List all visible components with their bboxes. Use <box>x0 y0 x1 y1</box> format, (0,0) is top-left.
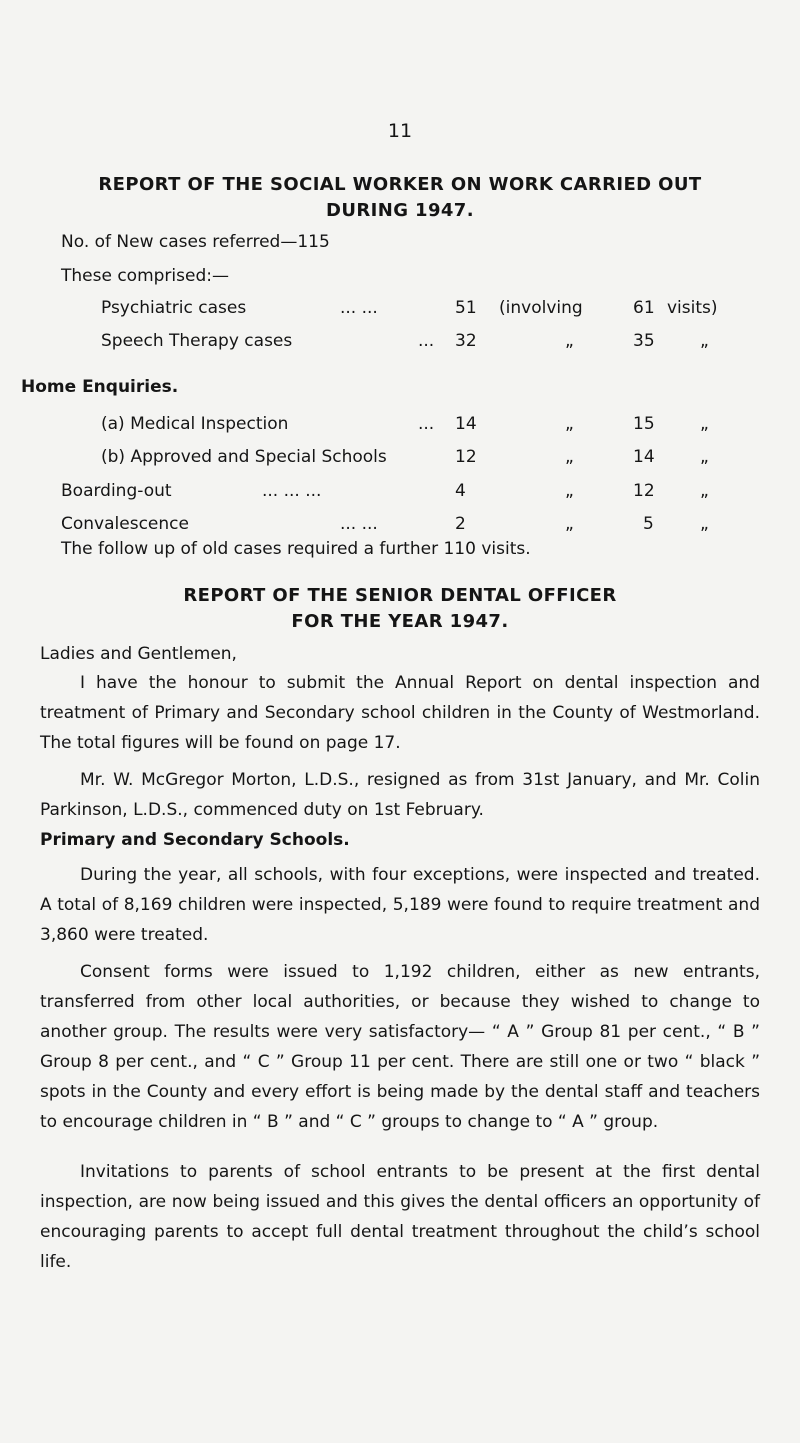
follow-up-line: The follow up of old cases required a further 110 visits. <box>61 539 531 559</box>
row-marker: (involving <box>499 298 583 318</box>
row-visits: 5 <box>643 514 654 534</box>
paragraph: Consent forms were issued to 1,192 children, either as new entrants, transferred from other local authorities, or because they wished to change to another group. The results were very satisfactory— “ A ” Group 81 per cent., “ B ” Group 8 per cent., and “ C ” Group 11 per cent. There are still one or two “ black ” spots in the County and every effort is being made by the dental staff and teachers to encourage children in “ B ” and “ C ” groups to change to “ A ” group. <box>40 962 760 1132</box>
row-tail: „ <box>700 414 709 434</box>
row-leader: ... <box>418 414 435 434</box>
row-visits: 35 <box>633 331 655 351</box>
new-cases-line: No. of New cases referred—115 <box>61 232 330 252</box>
table-row <box>0 414 800 436</box>
dental-heading-line2: FOR THE YEAR 1947. <box>291 611 509 632</box>
row-cases: 51 <box>455 298 477 318</box>
table-row <box>0 481 800 503</box>
row-label: Convalescence <box>61 514 189 534</box>
home-enquiries-heading: Home Enquiries. <box>21 377 179 397</box>
row-cases: 2 <box>455 514 466 534</box>
row-label: Boarding-out <box>61 481 172 501</box>
table-row <box>0 447 800 469</box>
row-label: Psychiatric cases <box>101 298 247 318</box>
paragraph: I have the honour to submit the Annual Report on dental inspection and treatment of Primary and Secondary school children in the County of Westmorland. The total figures will be found on page 17. <box>40 673 760 753</box>
social-worker-heading-line1: REPORT OF THE SOCIAL WORKER ON WORK CARRIED OUT <box>98 174 702 195</box>
row-leader: ... <box>418 331 435 351</box>
row-marker: „ <box>565 514 574 534</box>
row-tail: „ <box>700 331 709 351</box>
row-marker: „ <box>565 414 574 434</box>
row-leader: ... ... <box>340 298 378 318</box>
comprised-line: These comprised:— <box>61 266 229 286</box>
row-tail: „ <box>700 481 709 501</box>
table-row <box>0 298 800 320</box>
row-cases: 14 <box>455 414 477 434</box>
row-marker: „ <box>565 331 574 351</box>
row-visits: 12 <box>633 481 655 501</box>
row-tail: „ <box>700 447 709 467</box>
table-row <box>0 514 800 536</box>
row-marker: „ <box>565 481 574 501</box>
row-tail: „ <box>700 514 709 534</box>
paragraph: Mr. W. McGregor Morton, L.D.S., resigned as from 31st January, and Mr. Colin Parkinson, L.D.S., commenced duty on 1st February. <box>40 770 760 820</box>
row-label: (a) Medical Inspection <box>101 414 289 434</box>
page-number: 11 <box>387 120 413 142</box>
social-worker-heading-line2: DURING 1947. <box>326 200 474 221</box>
table-row <box>0 331 800 353</box>
social-worker-heading <box>0 172 800 224</box>
row-cases: 12 <box>455 447 477 467</box>
row-visits: 15 <box>633 414 655 434</box>
row-label: (b) Approved and Special Schools <box>101 447 387 467</box>
row-marker: „ <box>565 447 574 467</box>
paragraph: Invitations to parents of school entrants to be present at the first dental inspection, are now being issued and this gives the dental officers an opportunity of encouraging parents to accept full dental treatment throughout the child’s school life. <box>40 1162 760 1272</box>
row-tail: visits) <box>667 298 718 318</box>
salutation: Ladies and Gentlemen, <box>40 644 237 664</box>
row-cases: 32 <box>455 331 477 351</box>
row-leader: ... ... ... <box>262 481 322 501</box>
row-leader: ... ... <box>340 514 378 534</box>
row-visits: 61 <box>633 298 655 318</box>
row-visits: 14 <box>633 447 655 467</box>
row-label: Speech Therapy cases <box>101 331 293 351</box>
dental-heading-line1: REPORT OF THE SENIOR DENTAL OFFICER <box>183 585 617 606</box>
row-cases: 4 <box>455 481 466 501</box>
section-heading: Primary and Secondary Schools. <box>40 830 350 850</box>
paragraph: During the year, all schools, with four exceptions, were inspected and treated. A total of 8,169 children were inspected, 5,189 were found to require treatment and 3,860 were treated. <box>40 865 760 945</box>
dental-heading <box>0 583 800 635</box>
